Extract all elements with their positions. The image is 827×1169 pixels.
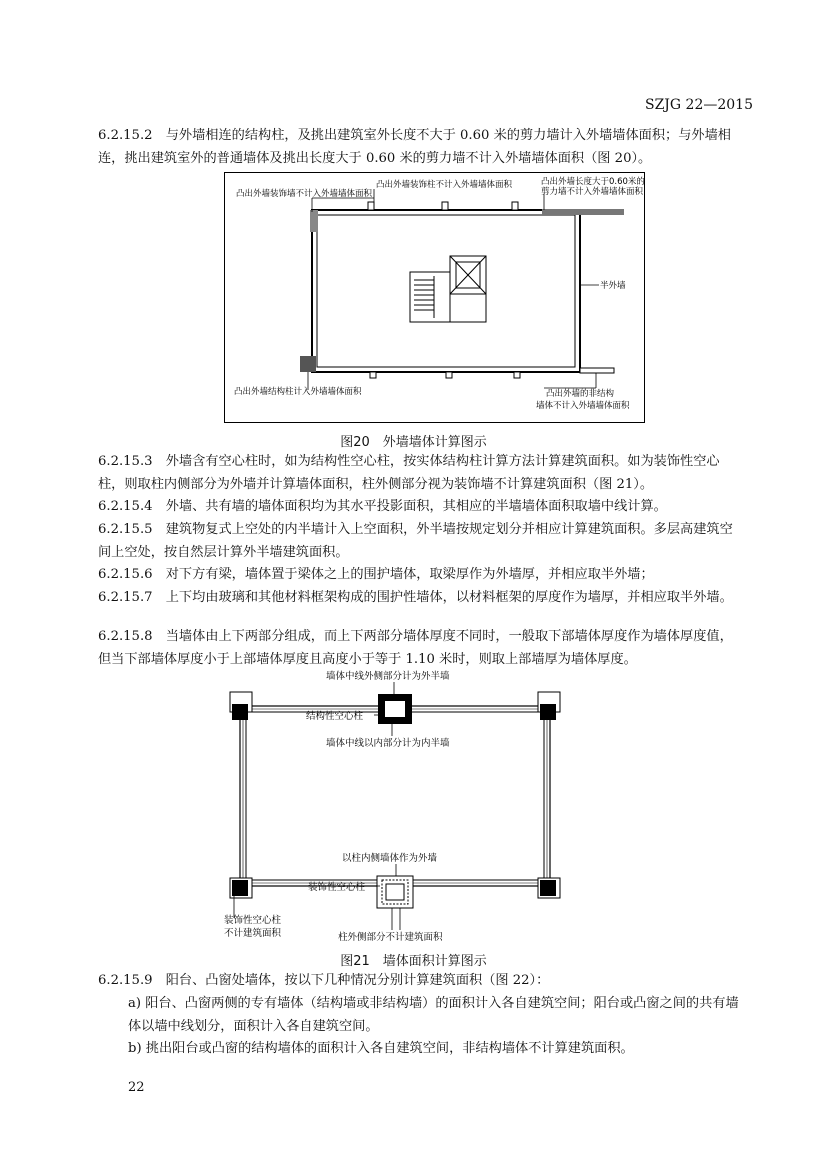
label-struct-col: 凸出外墙结构柱计入外墙墙体面积: [234, 387, 362, 397]
label-nonstruct-2: 墙体不计入外墙墙体面积: [536, 401, 630, 411]
paragraph-6-2-15-2: 6.2.15.2 与外墙相连的结构柱，及挑出建筑室外长度不大于 0.60 米的剪力墙计入外墙墙体面积；与外墙相连，挑出建筑室外的普通墙体及挑出长度大于 0.60 米的剪力墙不计入外墙墙体面积（图 20）。: [98, 128, 731, 166]
label-shear-1: 凸出外墙长度大于0.60米的: [541, 177, 645, 187]
figure-20-caption: 图20 外墙墙体计算图示: [340, 435, 487, 450]
label-decor-wall: 凸出外墙装饰墙不计入外墙墙体面积: [236, 189, 373, 199]
figure-21: [220, 668, 572, 944]
label-decor-2: 不计建筑面积: [224, 928, 282, 939]
label-outer-half-wall: 墙体中线外侧部分计为外半墙: [326, 671, 450, 682]
decor-wall: [310, 210, 318, 232]
paragraph-6-2-15-6: 6.2.15.6 对下方有梁，墙体置于梁体之上的围护墙体，取梁厚作为外墙厚，并相应取半外墙；: [98, 567, 654, 582]
label-decor-hollow: 装饰性空心柱: [308, 882, 366, 893]
paragraph-6-2-15-8: 6.2.15.8 当墙体由上下两部分组成，而上下两部分墙体厚度不同时，一般取下部墙体厚度作为墙体厚度值，但当下部墙体厚度小于上部墙体厚度且高度小于等于 1.10 米时，则取上部墙厚为墙体厚度。: [98, 629, 733, 667]
paragraph-6-2-15-5: 6.2.15.5 建筑物复式上空处的内半墙计入上空面积，外半墙按规定划分并相应计算建筑面积。多层高建筑空间上空处，按自然层计算外半墙建筑面积。: [98, 522, 733, 560]
paragraph-6-2-15-7: 6.2.15.7 上下均由玻璃和其他材料框架构成的围护性墙体，以材料框架的厚度作为墙厚，并相应取半外墙。: [98, 590, 733, 605]
structural-column: [300, 356, 316, 372]
paragraph-6-2-15-3: 6.2.15.3 外墙含有空心柱时，如为结构性空心柱，按实体结构柱计算方法计算建筑面积。如为装饰性空心柱，则取柱内侧部分为外墙并计算墙体面积，柱外侧部分视为装饰墙不计算建筑面积（图 21）。: [98, 454, 720, 492]
figure-21-caption: 图21 墙体面积计算图示: [340, 954, 487, 969]
item-b: b) 挑出阳台或凸窗的结构墙体的面积计入各自建筑空间，非结构墙体不计算建筑面积。: [128, 1041, 634, 1056]
page-number: 22: [128, 1080, 145, 1095]
label-shear-2: 剪力墙不计入外墙墙体面积: [541, 187, 644, 197]
label-struct-hollow: 结构性空心柱: [306, 711, 364, 722]
paragraph-6-2-15-4: 6.2.15.4 外墙、共有墙的墙体面积均为其水平投影面积，其相应的半墙墙体面积取墙中线计算。: [98, 499, 667, 514]
corner-column: [232, 704, 248, 720]
label-inner-wall: 以柱内侧墙体作为外墙: [342, 853, 438, 864]
label-decor-1: 装饰性空心柱: [224, 915, 282, 926]
item-a: a) 阳台、凸窗两侧的专有墙体（结构墙或非结构墙）的面积计入各自建筑空间；阳台或凸窗之间的共有墙体以墙中线划分，面积计入各自建筑空间。: [128, 996, 739, 1034]
document-code: SZJG 22—2015: [644, 97, 753, 113]
figure-20: [224, 172, 645, 423]
label-inner-half-wall: 墙体中线以内部分计为内半墙: [326, 738, 450, 749]
label-half-wall: 半外墙: [600, 281, 626, 291]
label-nonstruct-1: 凸出外墙的非结构: [546, 389, 615, 399]
label-decor-col: 凸出外墙装饰柱不计入外墙墙体面积: [376, 180, 513, 190]
label-outer-part: 柱外侧部分不计建筑面积: [338, 932, 443, 943]
paragraph-6-2-15-9: 6.2.15.9 阳台、凸窗处墙体，按以下几种情况分别计算建筑面积（图 22）：: [98, 973, 550, 988]
shear-wall: [542, 209, 624, 215]
